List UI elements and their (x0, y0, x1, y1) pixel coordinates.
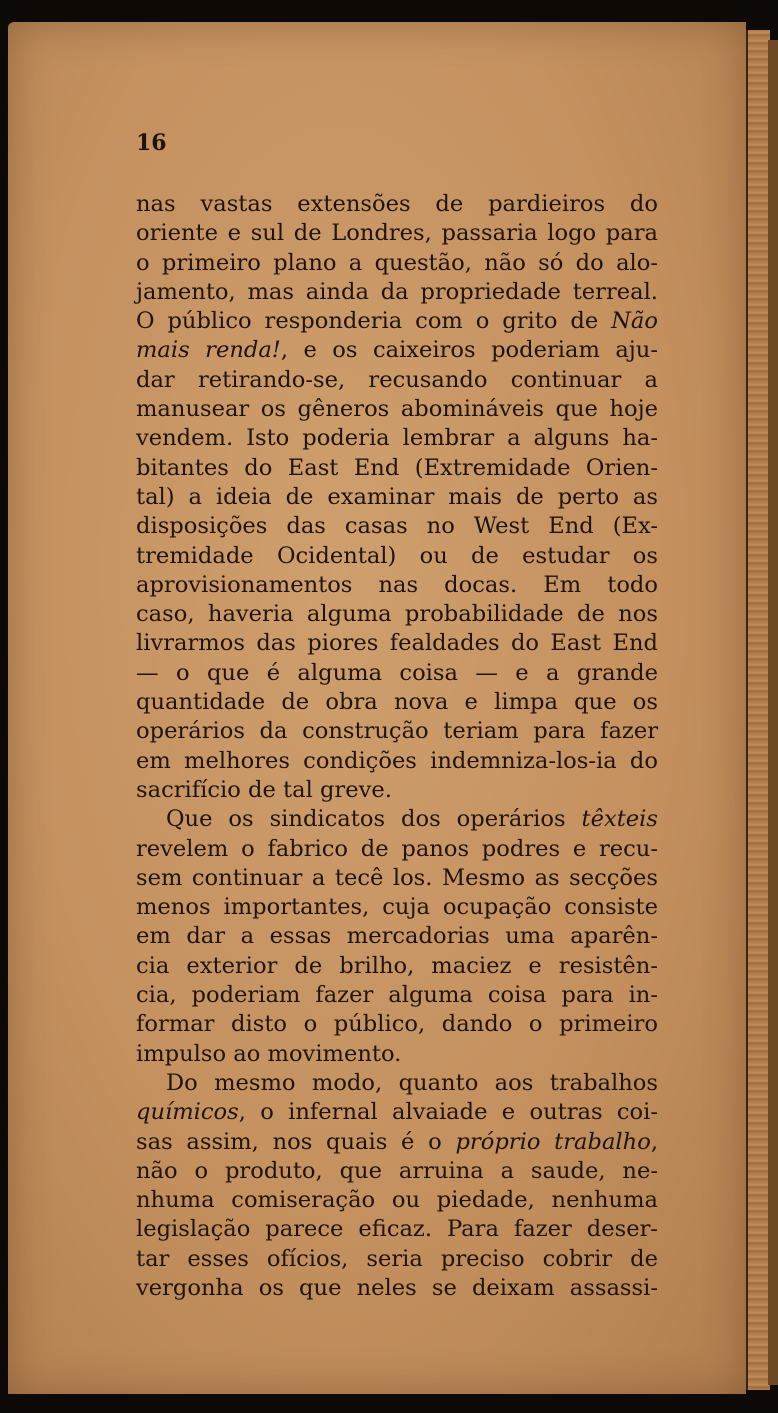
emphasis: Não (611, 308, 658, 335)
text-line: livrarmos das piores fealdades do East End (136, 630, 658, 657)
text-line: bitantes do East End (Extremidade Orien- (136, 454, 658, 481)
text-line: Do mesmo modo, quanto aos trabalhos (166, 1069, 658, 1096)
text-line: sas assim, nos quais é o próprio trabalho, (136, 1128, 658, 1155)
page-edge-strip (768, 40, 778, 1385)
text-line: sacrifício de tal greve. (136, 776, 392, 803)
text-line: impulso ao movimento. (136, 1040, 402, 1067)
text-line: vendem. Isto poderia lembrar a alguns ha- (136, 425, 658, 452)
text-line: quantidade de obra nova e limpa que os (136, 689, 658, 716)
text-line: caso, haveria alguma probabilidade de nos (136, 601, 658, 628)
text-line: menos importantes, cuja ocupação consiste (136, 894, 658, 921)
text-line: cia, poderiam fazer alguma coisa para in- (136, 982, 658, 1009)
emphasis: têxteis (581, 806, 658, 833)
page-edges (746, 30, 770, 1390)
text-line: legislação parece eficaz. Para fazer deser- (136, 1216, 658, 1243)
text-line: disposições das casas no West End (Ex- (136, 513, 658, 540)
text-line: manusear os gêneros abomináveis que hoje (136, 396, 658, 423)
text-line: Que os sindicatos dos operários têxteis (166, 806, 658, 833)
text-line: oriente e sul de Londres, passaria logo para (136, 220, 658, 247)
text-line: tar esses ofícios, seria preciso cobrir de (136, 1245, 658, 1272)
text-line: mais renda!, e os caixeiros poderiam aju- (136, 337, 658, 364)
text-line: revelem o fabrico de panos podres e recu- (136, 835, 658, 862)
text-line: químicos, o infernal alvaiade e outras coi- (136, 1099, 658, 1126)
text-line: tremidade Ocidental) ou de estudar os (136, 542, 658, 569)
page-number: 16 (136, 130, 167, 156)
text-line: jamento, mas ainda da propriedade terreal. (136, 278, 658, 305)
text-line: cia exterior de brilho, maciez e resistên- (136, 952, 658, 979)
text-line: em melhores condições indemniza-los-ia do (136, 747, 658, 774)
text-line: operários da construção teriam para fazer (136, 718, 658, 745)
text-line: — o que é alguma coisa — e a grande (136, 659, 658, 686)
text-line: formar disto o público, dando o primeiro (136, 1011, 658, 1038)
text-line: em dar a essas mercadorias uma aparên- (136, 923, 658, 950)
emphasis: próprio trabalho (455, 1128, 651, 1155)
page-text (136, 190, 658, 1303)
text-line: nas vastas extensões de pardieiros do (136, 191, 658, 217)
text-line: aprovisionamentos nas docas. Em todo (136, 571, 658, 598)
text-line: O público responderia com o grito de Não (136, 308, 658, 335)
text-line: nhuma comiseração ou piedade, nenhuma (136, 1187, 658, 1214)
text-line: dar retirando-se, recusando continuar a (136, 366, 658, 393)
text-line: o primeiro plano a questão, não só do alo- (136, 249, 658, 276)
emphasis: mais renda! (136, 337, 281, 364)
emphasis: químicos (136, 1099, 239, 1126)
text-line: tal) a ideia de examinar mais de perto as (136, 483, 658, 510)
text-line: não o produto, que arruina a saude, ne- (136, 1157, 658, 1184)
text-line: vergonha os que neles se deixam assassi- (136, 1274, 658, 1301)
text-line: sem continuar a tecê los. Mesmo as secções (136, 864, 658, 891)
